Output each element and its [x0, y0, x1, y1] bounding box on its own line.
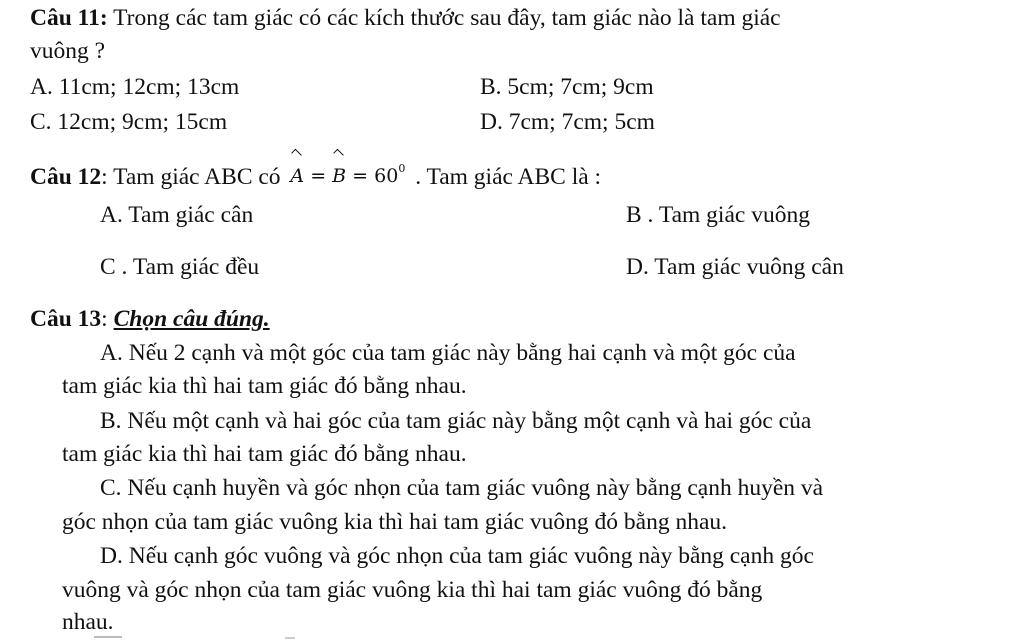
- q11-option-c: C. 12cm; 9cm; 15cm: [30, 109, 228, 135]
- scan-artifact: [285, 637, 295, 639]
- q11-stem-line2: vuông ?: [30, 38, 106, 64]
- q11-option-b: B. 5cm; 7cm; 9cm: [480, 74, 654, 100]
- q13-option-c-line2: góc nhọn của tam giác vuông kia thì hai tam giác vuông đó bằng nhau.: [62, 509, 728, 535]
- angle-b-symbol: B: [332, 160, 346, 193]
- angle-a-symbol: A: [290, 160, 304, 193]
- q11-stem-text: Trong các tam giác có các kích thước sau đây, tam giác nào là tam giác: [107, 5, 781, 31]
- q11-option-d: D. 7cm; 7cm; 5cm: [480, 109, 655, 135]
- q12-stem-suffix: . Tam giác ABC là :: [415, 164, 602, 190]
- q13-option-a-line1: A. Nếu 2 cạnh và một góc của tam giác này bằng hai cạnh và một góc của: [100, 340, 796, 366]
- formula-equals-1: =: [304, 165, 333, 187]
- q11-option-a: A. 11cm; 12cm; 13cm: [30, 74, 240, 100]
- q12-stem: [30, 152, 601, 194]
- formula-equals-60: = 60: [346, 165, 399, 187]
- degree-superscript: 0: [398, 162, 406, 175]
- q13-option-a-line2: tam giác kia thì hai tam giác đó bằng nhau.: [62, 373, 467, 399]
- q12-label: Câu 12: [30, 164, 102, 190]
- q12-option-d: D. Tam giác vuông cân: [626, 254, 844, 280]
- q13-option-d-line2: vuông và góc nhọn của tam giác vuông kia thì hai tam giác vuông đó bằng: [62, 577, 763, 603]
- q13-instruction: Chọn câu đúng.: [113, 306, 270, 332]
- q11-label: Câu 11:: [30, 5, 108, 31]
- q13-label: Câu 13: [30, 306, 102, 332]
- q13-option-b-line2: tam giác kia thì hai tam giác đó bằng nhau.: [62, 441, 467, 467]
- q13-option-d-line3: nhau.: [62, 609, 114, 635]
- q13-option-d-line1: D. Nếu cạnh góc vuông và góc nhọn của tam giác vuông này bằng cạnh góc: [100, 543, 814, 569]
- q12-stem-prefix: : Tam giác ABC có: [101, 164, 281, 190]
- q12-option-c: C . Tam giác đều: [100, 254, 260, 280]
- scan-artifact: [94, 636, 122, 638]
- q12-angle-formula: [290, 152, 405, 193]
- q11-stem-line1: [30, 2, 781, 35]
- q13-option-c-line1: C. Nếu cạnh huyền và góc nhọn của tam giác vuông này bằng cạnh huyền và: [100, 475, 824, 501]
- q12-option-a: A. Tam giác cân: [100, 202, 254, 228]
- q12-option-b: B . Tam giác vuông: [626, 202, 810, 228]
- q13-heading: [30, 303, 270, 336]
- q13-colon: :: [101, 306, 114, 332]
- q13-option-b-line1: B. Nếu một cạnh và hai góc của tam giác này bằng một cạnh và hai góc của: [100, 408, 812, 434]
